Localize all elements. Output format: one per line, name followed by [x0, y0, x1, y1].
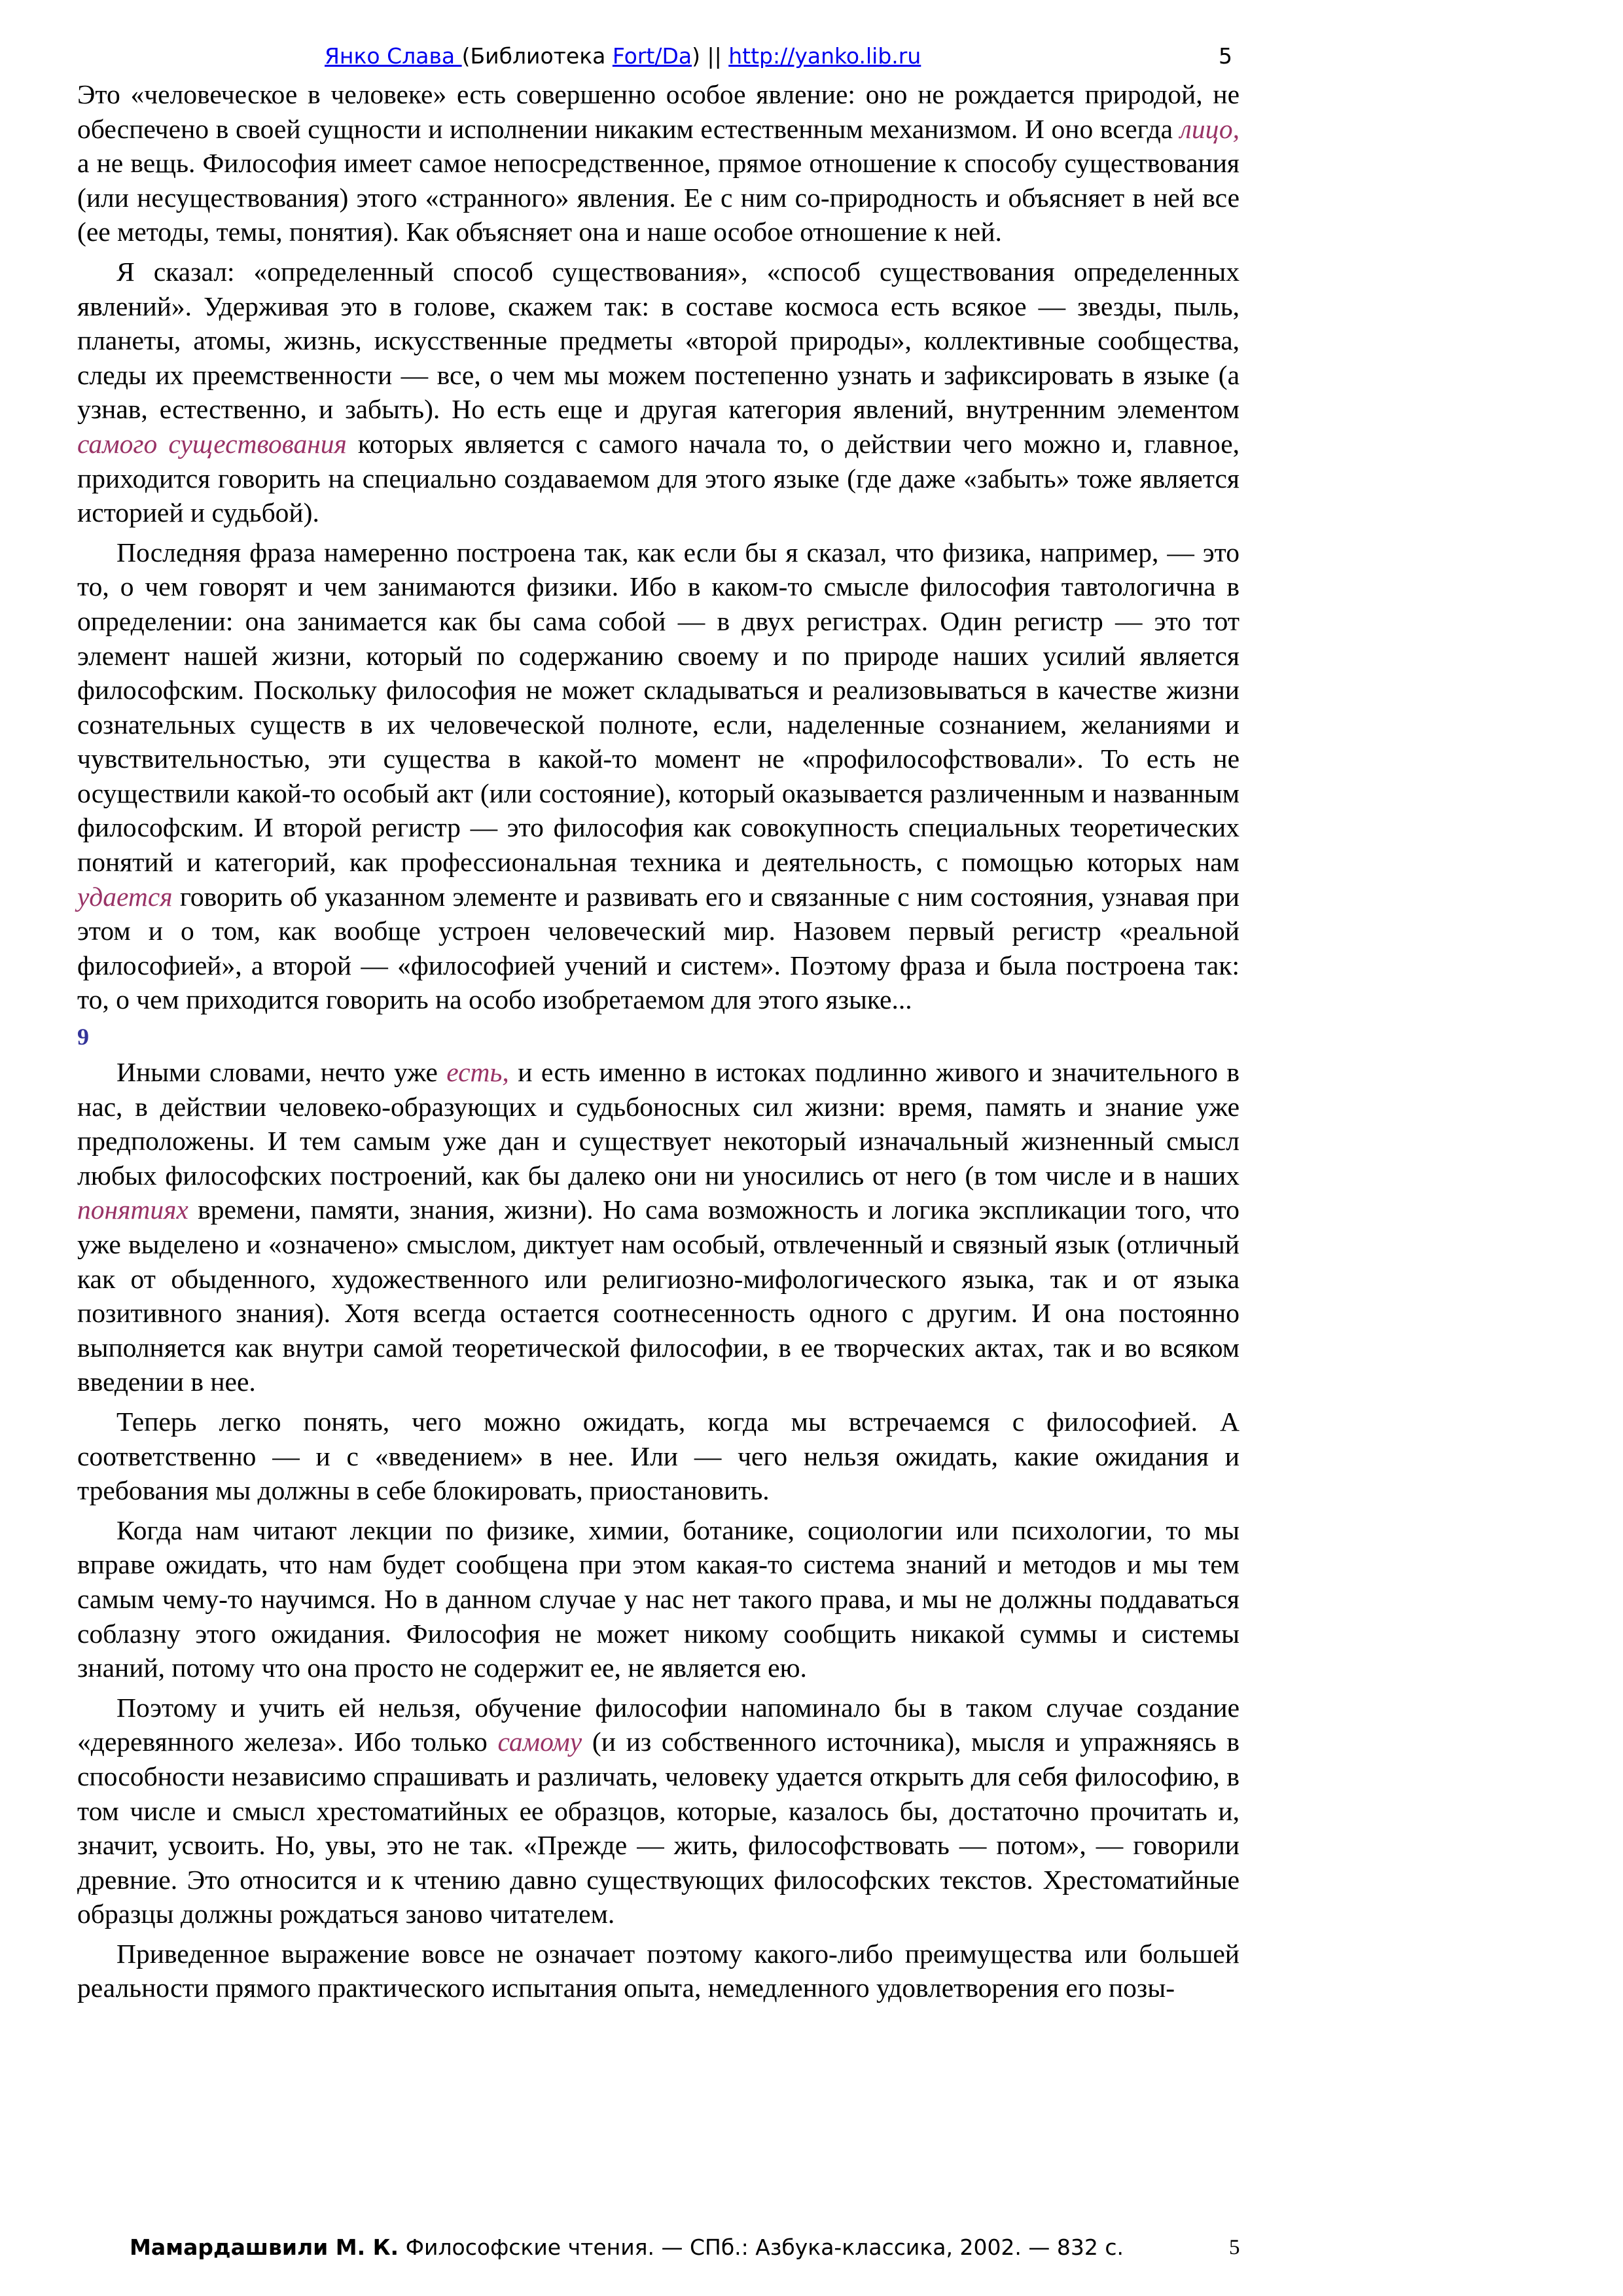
paragraph-text: Последняя фраза намеренно построена так, как если бы я сказал, что физика, например, — это то, о чем говорят и чем занимаются физики. Ибо в каком-то смысле философия тавтологична в определении: она занимается как бы сама собой — в двух регистрах. Один регистр — это тот элемент нашей жизни, который по содержанию своему и по природе наших усилий является философским. Поскольку философия не может складываться и реализовываться в качестве жизни сознательных существ в их человеческой полноте, если, наделенные сознанием, желаниями и чувствительностью, эти существа в какой-то момент не «профилософствовали». То есть не осуществили какой-то особый акт (или состояние), который оказывается различенным и названным философским. И второй регистр — это философия как совокупность специальных теоретических понятий и категорий, как профессиональная техника и деятельность, с помощью которых нам — [77, 537, 1240, 878]
footer-author: Мамардашвили М. К. — [130, 2234, 399, 2260]
paragraph-6: Когда нам читают лекции по физике, химии, ботанике, социологии или психологии, то мы вправе ожидать, что нам будет сообщена при этом какая-то система знаний и методов и мы тем самым чему-то научимся. Но в данном случае у нас нет такого права, и мы не должны поддаваться соблазну этого ожидания. Философия не может никому сообщить никакой суммы и системы знаний, потому что она просто не содержит ее, не является ею. — [77, 1515, 1240, 1683]
page-footer — [0, 2229, 1623, 2266]
footer-citation — [130, 2229, 1124, 2266]
library-label-close: ) || — [692, 43, 729, 69]
paragraph-text: Это «человеческое в человеке» есть совершенно особое явление: оно не рождается природой, не обеспечено в своей сущности и исполнении никаким естественным механизмом. И оно всегда — [77, 79, 1240, 144]
page-header — [0, 38, 1623, 77]
emphasis-text: самому — [497, 1727, 582, 1757]
document-body — [77, 77, 1240, 2011]
paragraph-text: а не вещь. Философия имеет самое непосредственное, прямое отношение к способу существования (или несуществования) этого «странного» явления. Ее с ним со-природность и объясняет в ней все (ее методы, темы, понятия). Как объясняет она и наше особое отношение к ней. — [77, 148, 1240, 247]
author-link[interactable]: Янко Слава — [325, 43, 462, 69]
emphasis-text: самого существования — [77, 428, 347, 459]
paragraph-text: Иными словами, нечто уже — [116, 1057, 447, 1088]
library-link[interactable]: Fort/Da — [612, 43, 692, 69]
paragraph-4 — [77, 1055, 1240, 1399]
library-label-open: (Библиотека — [461, 43, 613, 69]
paragraph-text: (и из собственного источника), мысля и упражняясь в способности независимо спрашивать и различать, человеку удается открыть для себя философию, в том числе и смысл хрестоматийных ее образцов, которые, казалось бы, достаточно прочитать и, значит, усвоить. Но, увы, это не так. «Прежде — жить, философствовать — потом», — говорили древние. Это относится и к чтению давно существующих философских текстов. Хрестоматийные образцы должны рождаться заново читателем. — [77, 1727, 1240, 1929]
header-page-number: 5 — [1219, 43, 1232, 69]
paragraph-8: Приведенное выражение вовсе не означает поэтому какого-либо преимущества или большей реальности прямого практического испытания опыта, немедленного удовлетворения его позы- — [77, 1938, 1240, 2003]
footer-book-info: Философские чтения. — СПб.: Азбука-классика, 2002. — 832 с. — [399, 2234, 1124, 2260]
emphasis-text: лицо, — [1179, 113, 1240, 144]
paragraph-text: времени, памяти, знания, жизни). Но сама возможность и логика экспликации того, что уже выделено и «означено» смыслом, диктует нам особый, отвлеченный и связный язык (отличный как от обыденного, художественного или религиозно-мифологического языка, так и от языка позитивного знания). Хотя всегда остается соотнесенность одного с другим. И она постоянно выполняется как внутри самой теоретической философии, в ее творческих актах, так и во всяком введении в нее. — [77, 1194, 1240, 1397]
paragraph-text: Поэтому и учить ей нельзя, обучение философии напоминало бы в таком случае создание «деревянного железа». Ибо только — [77, 1692, 1240, 1757]
paragraph-text: которых является с самого начала то, о действии чего можно и, главное, приходится говорить на специально создаваемом для этого языке (где даже «забыть» тоже является историей и судьбой). — [77, 428, 1240, 528]
paragraph-7 — [77, 1691, 1240, 1931]
paragraph-text: и есть именно в истоках подлинно живого и значительного в нас, в действии человеко-образующих и судьбоносных сил жизни: время, память и знание уже предположены. И тем самым уже дан и существует некоторый изначальный жизненный смысл любых философских построений, как бы далеко они ни уносились от него (в том числе и в наших — [77, 1057, 1240, 1191]
paragraph-text: говорить об указанном элементе и развивать его и связанные с ним состояния, узнавая при этом и о том, как вообще устроен человеческий мир. Назовем первый регистр «реальной философией», а второй — «философией учений и систем». Поэтому фраза и была построена так: то, о чем приходится говорить на особо изобретаемом для этого языке... — [77, 881, 1240, 1015]
paragraph-1 — [77, 77, 1240, 249]
paragraph-2 — [77, 255, 1240, 530]
site-link[interactable]: http://yanko.lib.ru — [728, 43, 921, 69]
emphasis-text: есть, — [446, 1057, 509, 1088]
emphasis-text: удается — [77, 881, 173, 912]
section-number: 9 — [77, 1024, 89, 1050]
paragraph-3 — [77, 535, 1240, 1017]
paragraph-text: Я сказал: «определенный способ существования», «способ существования определенных явлений». Удерживая это в голове, скажем так: в составе космоса есть всякое — звезды, пыль, планеты, атомы, жизнь, искусственные предметы «второй природы», коллективные сообщества, следы их преемственности — все, о чем мы можем постепенно узнать и зафиксировать в языке (а узнав, естественно, и забыть). Но есть еще и другая категория явлений, внутренним элементом — [77, 256, 1240, 425]
paragraph-5: Теперь легко понять, чего можно ожидать, когда мы встречаемся с философией. А соответственно — и с «введением» в нее. Или — чего нельзя ожидать, какие ожидания и требования мы должны в себе блокировать, приостановить. — [77, 1406, 1240, 1506]
emphasis-text: понятиях — [77, 1194, 188, 1225]
header-source-line — [325, 38, 921, 75]
footer-page-number: 5 — [1229, 2236, 1240, 2259]
